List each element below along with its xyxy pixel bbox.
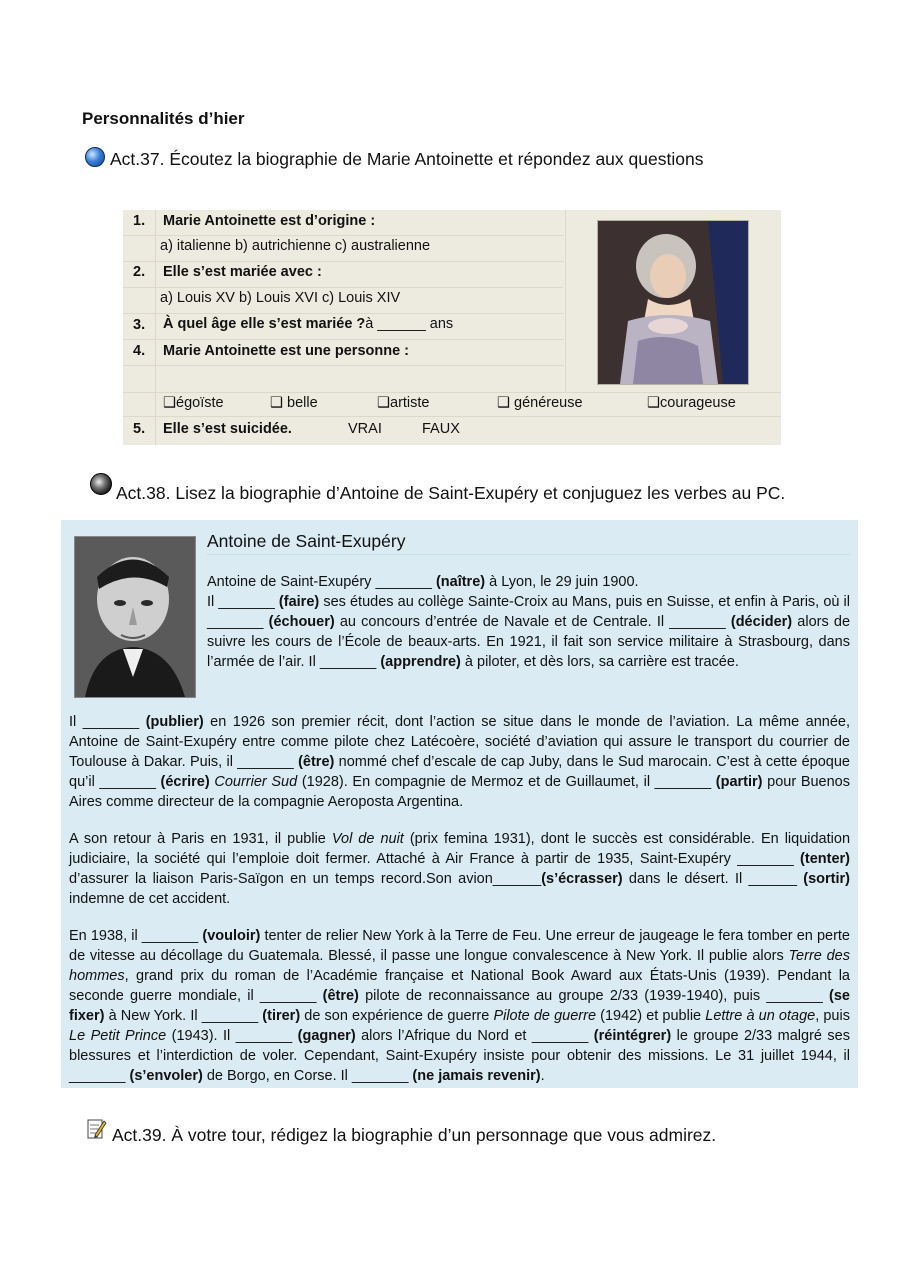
page-title: Personnalités d’hier	[82, 109, 245, 128]
q3-number: 3.	[133, 317, 146, 333]
q1-options: a) italienne b) autrichienne c) australienne	[160, 238, 431, 254]
q3-text: À quel âge elle s’est mariée ?	[163, 316, 366, 332]
globe-icon	[85, 147, 105, 167]
bio-title: Antoine de Saint-Exupéry	[207, 531, 406, 551]
q5-faux[interactable]: FAUX	[422, 421, 460, 437]
q4-option-genereuse[interactable]: ❑ généreuse	[497, 395, 583, 411]
q5-text: Elle s’est suicidée.	[163, 421, 292, 437]
bio-paragraph-2: Il _______ (faire) ses études au collège Sainte-Croix au Mans, puis en Suisse, et enfin à Paris, où il _______ (échouer) au concours d’entrée de Navale et de Centrale. Il _______ (décider) alors de suivre les cours de l’École de beaux-arts. En 1921, il fait son service militaire à Strasbourg, dans l’armée de l’air. Il _______ (apprendre) à piloter, et dès lors, sa carrière est tracée.	[207, 594, 851, 670]
q4-option-belle[interactable]: ❑ belle	[270, 395, 318, 411]
act39-instruction: Act.39. À votre tour, rédigez la biographie d’un personnage que vous admirez.	[112, 1125, 717, 1145]
q5-number: 5.	[133, 421, 146, 437]
bio-paragraph-1: Antoine de Saint-Exupéry _______ (naître) à Lyon, le 29 juin 1900.	[207, 574, 639, 590]
act38-instruction: Act.38. Lisez la biographie d’Antoine de Saint-Exupéry et conjuguez les verbes au PC.	[116, 483, 786, 503]
act37-instruction: Act.37. Écoutez la biographie de Marie Antoinette et répondez aux questions	[110, 149, 704, 169]
q3-answer-blank: à ______ ans	[365, 316, 454, 332]
q5-vrai[interactable]: VRAI	[348, 421, 382, 437]
q2-text: Elle s’est mariée avec :	[163, 264, 322, 280]
saint-exupery-portrait	[74, 536, 196, 698]
q4-option-egoiste[interactable]: ❑égoïste	[163, 395, 224, 411]
q2-options: a) Louis XV b) Louis XVI c) Louis XIV	[160, 290, 401, 306]
q4-option-courageuse[interactable]: ❑courageuse	[647, 395, 736, 411]
q4-number: 4.	[133, 343, 146, 359]
act37-quiz-box	[123, 210, 781, 445]
q3-line	[163, 316, 453, 332]
bio-paragraph-4: A son retour à Paris en 1931, il publie Vol de nuit (prix femina 1931), dont le succès est considérable. En liquidation judiciaire, la société qui l’emploie doit fermer. Attaché à Air France à partir de 1935, Saint-Exupéry _______ (tenter) d’assurer la liaison Paris-Saïgon en un temps record.Son avion______(s’écrasser) dans le désert. Il ______ (sortir) indemne de cet accident.	[69, 831, 851, 907]
q4-text: Marie Antoinette est une personne :	[163, 343, 409, 359]
q1-text: Marie Antoinette est d’origine :	[163, 213, 376, 229]
pencil-icon	[87, 1118, 107, 1140]
marie-antoinette-portrait	[597, 220, 749, 385]
q1-number: 1.	[133, 213, 146, 229]
q4-option-artiste[interactable]: ❑artiste	[377, 395, 430, 411]
bio-paragraph-5: En 1938, il _______ (vouloir) tenter de relier New York à la Terre de Feu. Une erreur de jaugeage le fera tomber en perte de vitesse au décollage du Guatemala. Blessé, il passe une longue convalescence à New York. Il publie alors Terre des hommes, grand prix du roman de l’Académie française et National Book Award aux États-Unis (1939). Pendant la seconde guerre mondiale, il _______ (être) pilote de reconnaissance au groupe 2/33 (1939-1940), puis _______ (se fixer) à New York. Il _______ (tirer) de son expérience de guerre Pilote de guerre (1942) et publie Lettre à un otage, puis Le Petit Prince (1943). Il _______ (gagner) alors l’Afrique du Nord et _______ (réintégrer) le groupe 2/33 malgré ses blessures et l’interdiction de voler. Cependant, Saint-Exupéry insiste pour obtenir des missions. Le 31 juillet 1944, il _______ (s’envoler) de Borgo, en Corse. Il _______ (ne jamais revenir).	[69, 928, 850, 1084]
bio-paragraph-3: Il _______ (publier) en 1926 son premier récit, dont l’action se situe dans le monde de l’aviation. La même année, Antoine de Saint-Exupéry entre comme pilote chez Latécoère, société d’aviation qui assure le transport du courrier de Toulouse à Dakar. Puis, il _______ (être) nommé chef d’escale de cap Juby, dans le Sud marocain. C’est à cette époque qu’il _______ (écrire) Courrier Sud (1928). En compagnie de Mermoz et de Guillaumet, il _______ (partir) pour Buenos Aires comme directeur de la compagnie Aeroposta Argentina.	[69, 714, 850, 810]
act38-biography-box	[61, 520, 858, 1088]
q2-number: 2.	[133, 264, 146, 280]
cd-icon	[90, 473, 112, 495]
